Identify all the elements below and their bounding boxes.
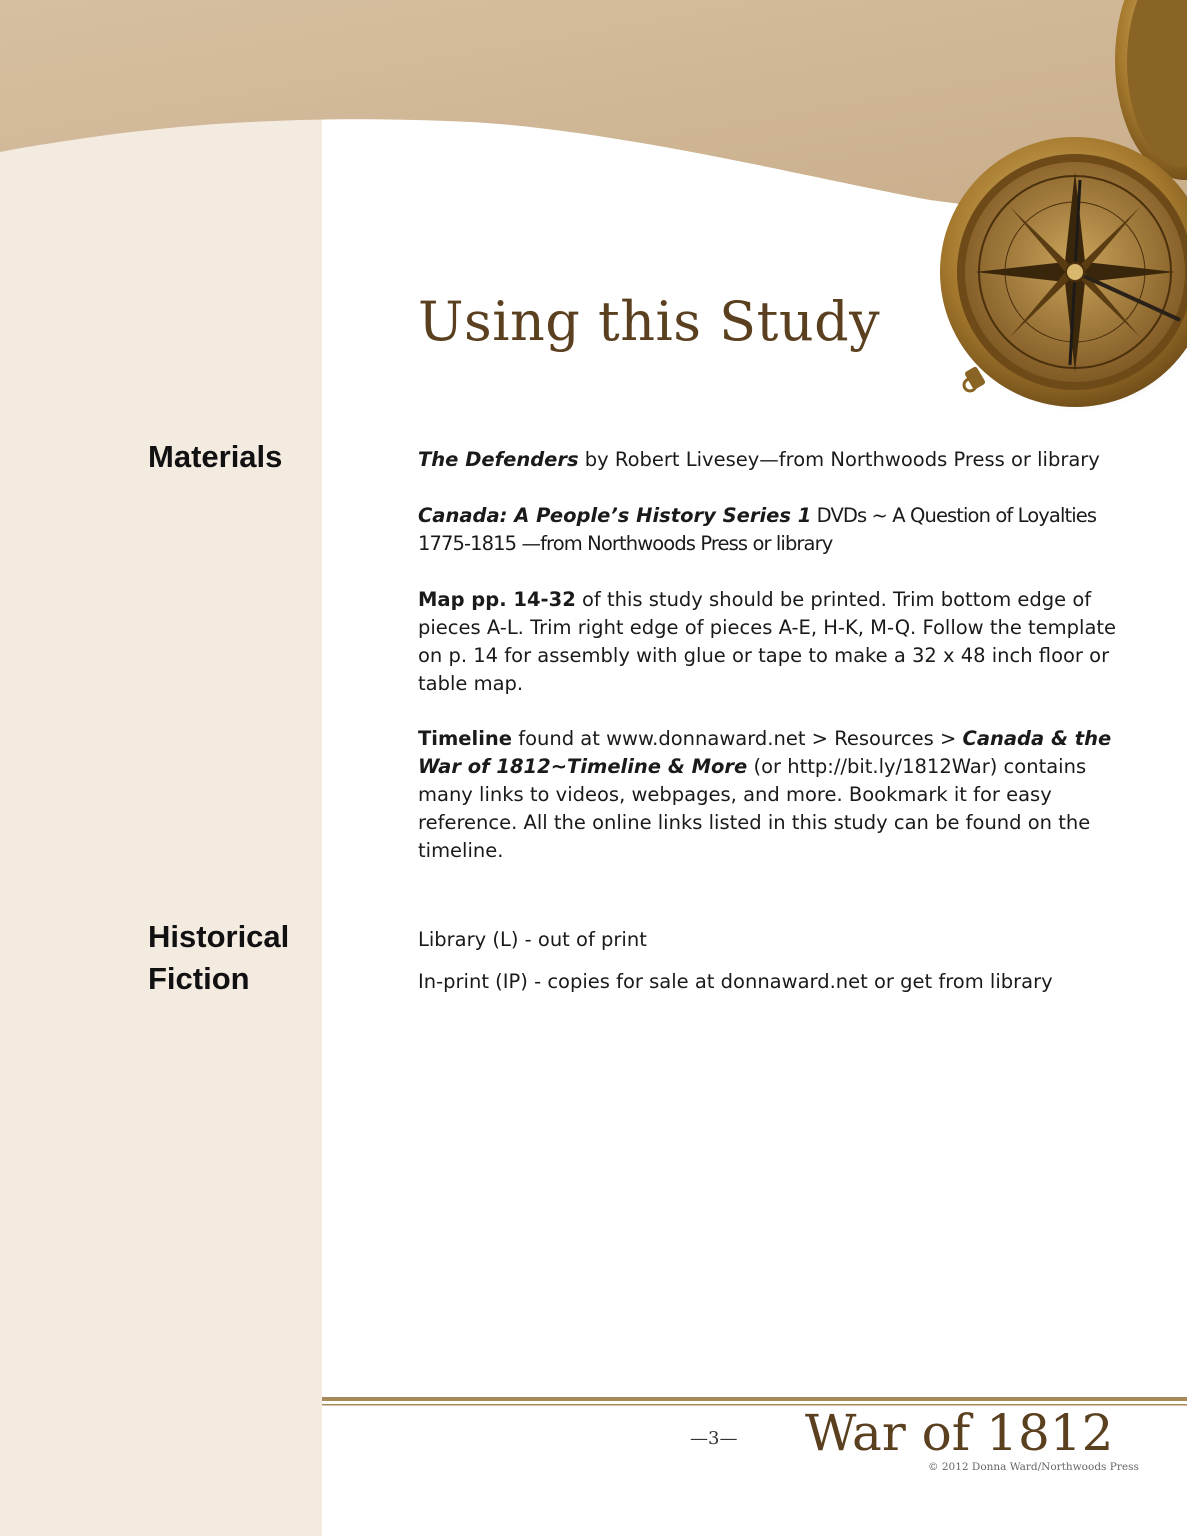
materials-item-defenders: [418, 446, 1123, 474]
item-text: DVDs ~ A Question of Loyalties 1775-1815 —from Northwoods Press or library: [418, 504, 1097, 555]
materials-item-dvds: [418, 502, 1123, 558]
compass-image: [930, 0, 1187, 420]
materials-item-map: [418, 586, 1123, 698]
series-title: Canada: A People’s History Series 1: [418, 504, 812, 527]
sidebar-panel: [0, 0, 322, 1536]
book-title: The Defenders: [418, 448, 579, 471]
fiction-legend-in-print: [418, 968, 1123, 996]
item-text: by Robert Livesey—from Northwoods Press or library: [578, 448, 1100, 471]
item-text: of this study should be printed. Trim bottom edge of pieces A-L. Trim right edge of pieces A-E, H-K, M-Q. Follow the template on p. 14 for assembly with glue or tape to make a 32 x 48 inch floor or table map.: [418, 588, 1117, 695]
legend-text: Library (L) - out of print: [418, 928, 647, 951]
timeline-label: Timeline: [418, 727, 513, 750]
heading-line: Fiction: [148, 961, 250, 996]
map-label: Map pp. 14-32: [418, 588, 576, 611]
heading-line: Historical: [148, 919, 290, 954]
item-text: found at www.donnaward.net > Resources >: [512, 727, 963, 750]
legend-text: In-print (IP) - copies for sale at donnaward.net or get from library: [418, 970, 1053, 993]
footer-title: War of 1812: [805, 1404, 1114, 1462]
fiction-legend-library: [418, 926, 1123, 954]
materials-item-timeline: [418, 725, 1123, 865]
section-heading-materials: Materials: [148, 439, 283, 474]
timeline-link[interactable]: Canada & the War of 1812~Timeline & More: [418, 727, 1112, 778]
section-heading-historical-fiction: [148, 916, 318, 1000]
copyright-notice: © 2012 Donna Ward/Northwoods Press: [928, 1461, 1139, 1473]
page-number: —3—: [690, 1428, 738, 1449]
item-text: (or http://bit.ly/1812War) contains many links to videos, webpages, and more. Bookmark it for easy reference. All the online links listed in this study can be found on the timeline.: [418, 755, 1091, 862]
page-title: Using this Study: [418, 290, 881, 353]
